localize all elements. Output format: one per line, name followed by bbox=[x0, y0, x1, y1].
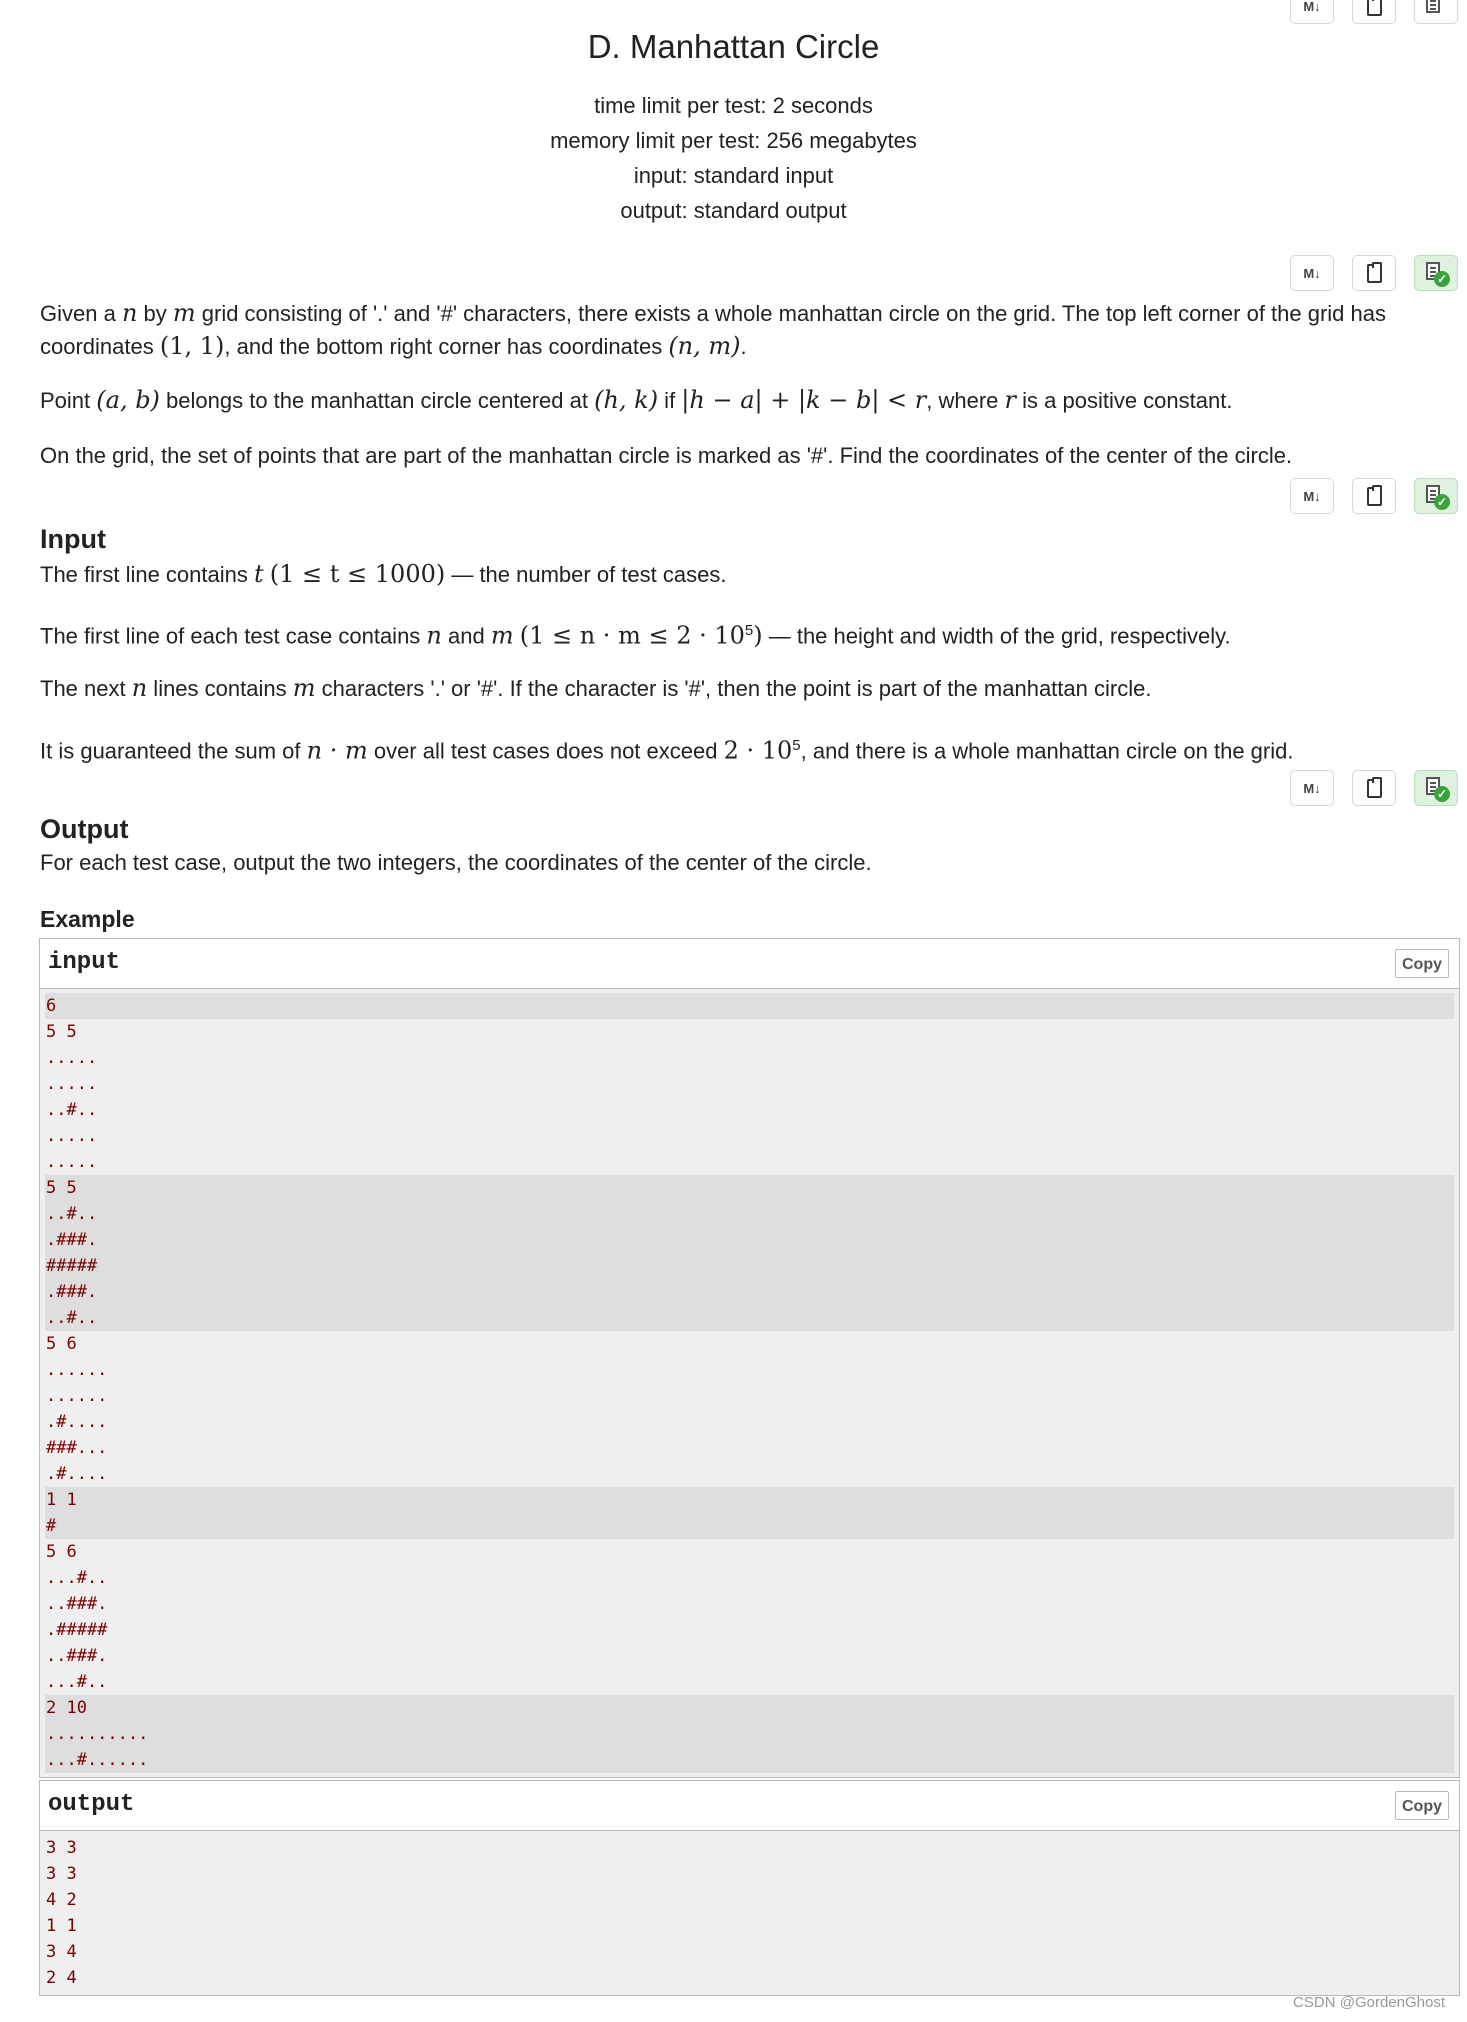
sample-line: 5 5 bbox=[46, 1022, 77, 1042]
markdown-icon: M↓ bbox=[1303, 488, 1321, 504]
sample-line: ..#.. bbox=[45, 1305, 1454, 1331]
sample-line: # bbox=[45, 1513, 1454, 1539]
clipboard-icon bbox=[1367, 264, 1382, 283]
copy-legend-button[interactable] bbox=[1352, 255, 1396, 291]
sample-line: ...... bbox=[46, 1386, 108, 1406]
sample-line: ..#.. bbox=[45, 1201, 1454, 1227]
sample-line: ..... bbox=[46, 1126, 98, 1146]
sample-line: 2 4 bbox=[46, 1968, 77, 1988]
problem-limits bbox=[0, 88, 1467, 228]
sample-line: ..... bbox=[46, 1152, 98, 1172]
markdown-button[interactable] bbox=[1290, 478, 1334, 514]
sample-output-header bbox=[40, 1781, 1459, 1831]
input-line-2: The first line of each test case contains n and m $(1 \le n \cdot m \le 2 \cdot 10^5)$ — the height and width of the grid, respectively. bbox=[40, 621, 1231, 650]
input-line-1: The first line contains t (1 ≤ t ≤ 1000) — the number of test cases. bbox=[40, 560, 727, 588]
sample-input-header bbox=[40, 939, 1459, 989]
copy-input-button[interactable] bbox=[1352, 478, 1396, 514]
sample-line: 5 6 bbox=[46, 1542, 77, 1562]
time-limit: time limit per test: 2 seconds bbox=[594, 93, 873, 118]
translate-button[interactable] bbox=[1414, 0, 1458, 24]
sample-line: 1 1 bbox=[46, 1916, 77, 1936]
sample-line: ...#.. bbox=[46, 1568, 108, 1588]
sample-line: 2 10 bbox=[45, 1695, 1454, 1721]
sample-output-box bbox=[39, 1780, 1460, 1996]
sample-line: 4 2 bbox=[46, 1890, 77, 1910]
output-description: For each test case, output the two integers, the coordinates of the center of the circle. bbox=[40, 850, 872, 875]
example-title: Example bbox=[40, 906, 135, 932]
sample-input-label: input bbox=[48, 949, 121, 976]
clipboard-icon bbox=[1367, 487, 1382, 506]
legend-paragraph: Given a n by m grid consisting of '.' and '#' characters, there exists a whole manhattan circle on the grid. The top left corner of the grid has coordinates (1, 1), and the bottom right corner has coordinates (n, m). bbox=[40, 299, 1387, 360]
copy-statement-button[interactable] bbox=[1352, 0, 1396, 24]
output-section-title: Output bbox=[40, 814, 129, 844]
sample-line: .#.... bbox=[46, 1412, 108, 1432]
sample-line: 3 4 bbox=[46, 1942, 77, 1962]
clipboard-icon bbox=[1367, 779, 1382, 798]
markdown-button[interactable] bbox=[1290, 770, 1334, 806]
output-toolbar bbox=[1290, 770, 1458, 806]
input-toolbar bbox=[1290, 478, 1458, 514]
translate-button[interactable] bbox=[1414, 770, 1458, 806]
sample-line: ..###. bbox=[46, 1646, 108, 1666]
sample-line: 1 1 bbox=[45, 1487, 1454, 1513]
sample-line: ..... bbox=[46, 1074, 98, 1094]
legend-toolbar bbox=[1290, 255, 1458, 291]
sample-line: .##### bbox=[46, 1620, 108, 1640]
header-toolbar bbox=[1290, 0, 1458, 24]
sample-line: ###... bbox=[46, 1438, 108, 1458]
sample-output-label: output bbox=[48, 1791, 135, 1818]
markdown-icon: M↓ bbox=[1303, 265, 1321, 281]
input-line-3: The next n lines contains m characters '.' or '#'. If the character is '#', then the point is part of the manhattan circle. bbox=[40, 674, 1152, 702]
sample-line: ...... bbox=[46, 1360, 108, 1380]
input-type: input: standard input bbox=[633, 163, 834, 188]
translate-button[interactable] bbox=[1414, 478, 1458, 514]
sample-line: .###. bbox=[45, 1279, 1454, 1305]
sample-output-lines[interactable] bbox=[40, 1831, 1459, 1995]
sample-line: 3 3 bbox=[46, 1838, 77, 1858]
output-type: output: standard output bbox=[620, 198, 847, 223]
sample-line: ..... bbox=[46, 1048, 98, 1068]
translate-button[interactable] bbox=[1414, 255, 1458, 291]
memory-limit: memory limit per test: 256 megabytes bbox=[550, 128, 917, 153]
copy-output-button[interactable] bbox=[1352, 770, 1396, 806]
sample-line: .......... bbox=[45, 1721, 1454, 1747]
sample-line: ..#.. bbox=[46, 1100, 98, 1120]
sample-line: 5 6 bbox=[46, 1334, 77, 1354]
clipboard-icon bbox=[1367, 0, 1382, 16]
copy-input-sample-button[interactable]: Copy bbox=[1395, 949, 1449, 978]
input-section-title: Input bbox=[40, 524, 106, 554]
sample-line: ...#...... bbox=[45, 1747, 1454, 1773]
markdown-button[interactable] bbox=[1290, 0, 1334, 24]
sample-line: 5 5 bbox=[45, 1175, 1454, 1201]
sample-line: 6 bbox=[45, 993, 1454, 1019]
grid-paragraph: On the grid, the set of points that are part of the manhattan circle is marked as '#'. Find the coordinates of the center of the circle. bbox=[40, 443, 1293, 468]
sample-input-box bbox=[39, 938, 1460, 1778]
markdown-button[interactable] bbox=[1290, 255, 1334, 291]
sample-line: 3 3 bbox=[46, 1864, 77, 1884]
sample-line: ##### bbox=[45, 1253, 1454, 1279]
watermark: CSDN @GordenGhost bbox=[1293, 1994, 1445, 2011]
sample-line: .#.... bbox=[46, 1464, 108, 1484]
problem-title: D. Manhattan Circle bbox=[587, 28, 880, 65]
sample-line: ...#.. bbox=[46, 1672, 108, 1692]
sample-line: ..###. bbox=[46, 1594, 108, 1614]
translate-icon bbox=[1424, 0, 1448, 18]
sample-line: .###. bbox=[45, 1227, 1454, 1253]
sample-input-lines[interactable] bbox=[40, 989, 1459, 1777]
markdown-icon: M↓ bbox=[1303, 0, 1321, 14]
translate-check-icon: ✓ bbox=[1424, 776, 1448, 800]
copy-output-sample-button[interactable]: Copy bbox=[1395, 1791, 1449, 1820]
point-paragraph: Point (a, b) belongs to the manhattan circle centered at (h, k) if |h − a| + |k − b| < r, where r is a positive constant. bbox=[40, 386, 1233, 414]
translate-check-icon: ✓ bbox=[1424, 484, 1448, 508]
translate-check-icon: ✓ bbox=[1424, 261, 1448, 285]
markdown-icon: M↓ bbox=[1303, 780, 1321, 796]
input-line-4: It is guaranteed the sum of n · m over all test cases does not exceed $2 \cdot 10^5$, and there is a whole manhattan circle on the grid. bbox=[40, 736, 1294, 765]
